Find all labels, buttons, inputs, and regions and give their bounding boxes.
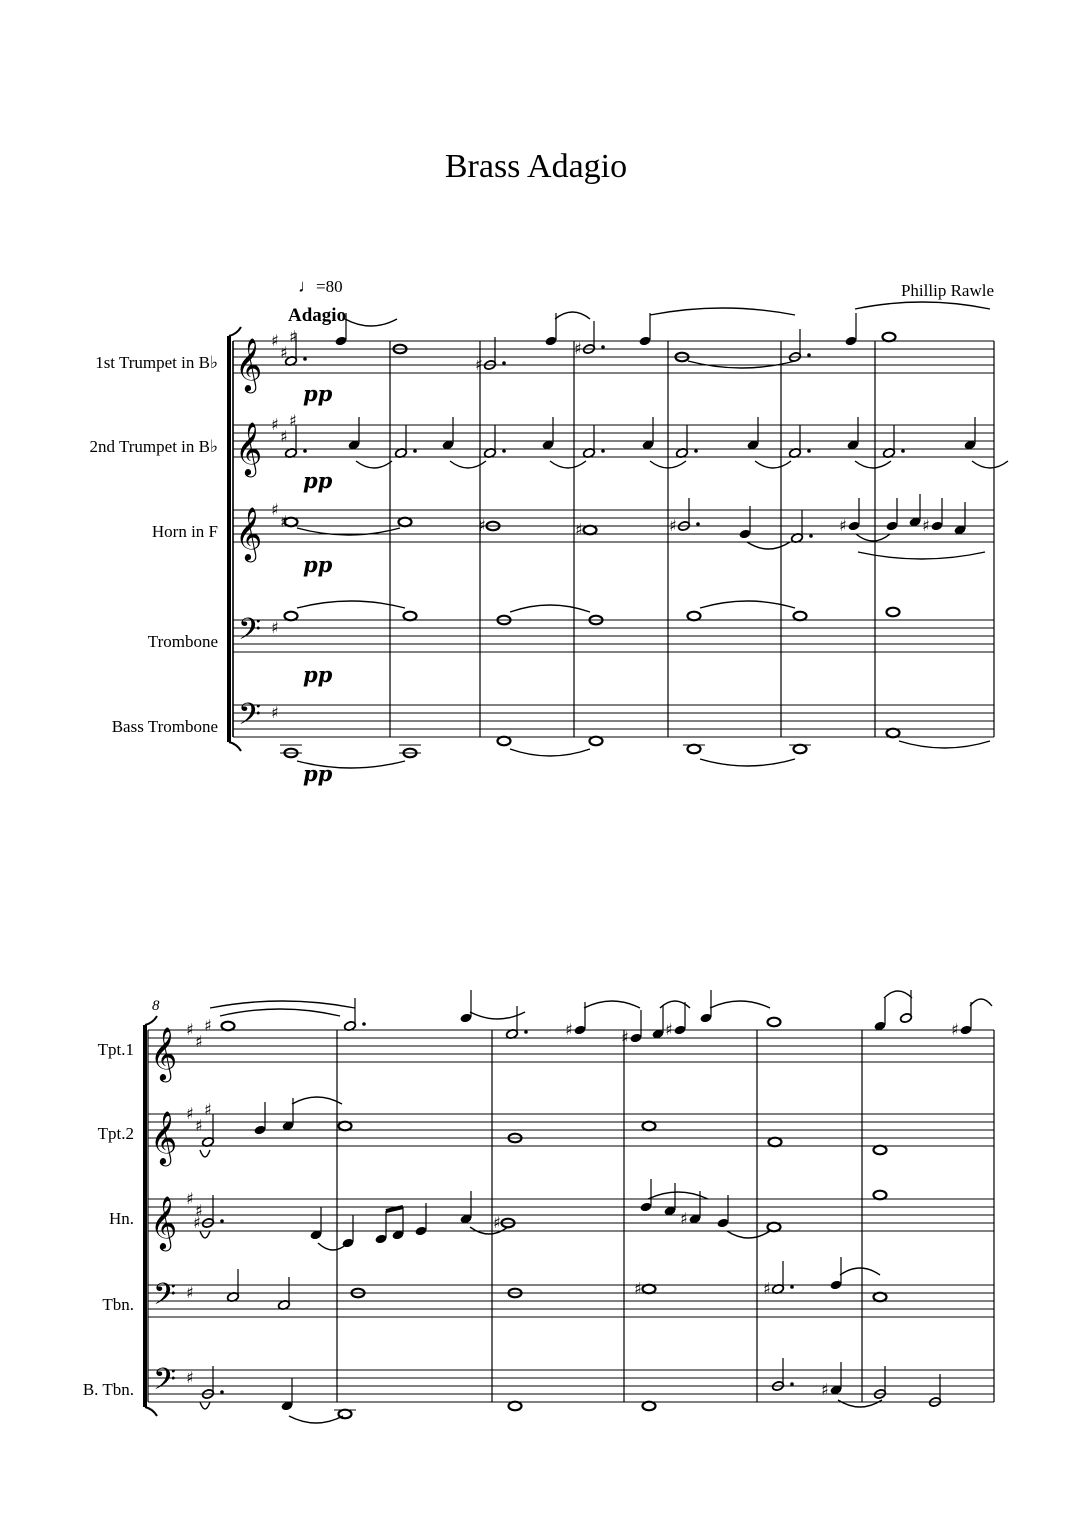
treble-clef-icon: 𝄞 bbox=[235, 506, 263, 560]
whole-note bbox=[498, 737, 511, 746]
whole-note bbox=[794, 612, 807, 621]
augmentation-dot bbox=[696, 522, 700, 526]
slur bbox=[648, 1192, 708, 1199]
key-signature-sharp: ♯ bbox=[186, 1189, 194, 1208]
whole-note bbox=[399, 518, 412, 527]
key-signature-sharp: ♯ bbox=[186, 1020, 194, 1039]
key-signature-sharp: ♯ bbox=[271, 415, 279, 434]
bass-clef-icon: 𝄢 bbox=[153, 1278, 177, 1319]
whole-note bbox=[643, 1122, 656, 1131]
sharp-accidental: ♯ bbox=[922, 516, 930, 535]
instrument-name-bass-trombone: Bass Trombone bbox=[111, 717, 218, 736]
dynamic-mark: pp bbox=[303, 662, 333, 687]
system-bracket-bottom bbox=[145, 1407, 157, 1416]
slur bbox=[220, 1009, 340, 1016]
whole-note bbox=[590, 737, 603, 746]
key-signature-sharp: ♯ bbox=[289, 327, 297, 346]
whole-note bbox=[339, 1410, 352, 1419]
slur bbox=[200, 1150, 210, 1157]
instrument-name-trumpet-2: 2nd Trumpet in B♭ bbox=[89, 437, 218, 456]
treble-clef-icon: 𝄞 bbox=[150, 1195, 178, 1249]
augmentation-dot bbox=[807, 353, 811, 357]
augmentation-dot bbox=[807, 449, 811, 453]
whole-note bbox=[887, 729, 900, 738]
sharp-accidental: ♯ bbox=[574, 339, 582, 358]
slur bbox=[650, 308, 795, 315]
slur bbox=[510, 749, 590, 756]
augmentation-dot bbox=[790, 1285, 794, 1289]
treble-clef-icon: 𝄞 bbox=[235, 421, 263, 475]
augmentation-dot bbox=[524, 1030, 528, 1034]
slur bbox=[884, 991, 912, 998]
slur bbox=[584, 1001, 640, 1008]
whole-note bbox=[688, 612, 701, 621]
augmentation-dot bbox=[303, 357, 307, 361]
key-signature-sharp: ♯ bbox=[195, 1201, 203, 1220]
sharp-accidental: ♯ bbox=[565, 1020, 573, 1039]
dynamic-mark: pp bbox=[303, 381, 333, 406]
instrument-name-trumpet-1: 1st Trumpet in B♭ bbox=[95, 353, 218, 372]
sharp-accidental: ♯ bbox=[193, 1213, 201, 1232]
sharp-accidental: ♯ bbox=[951, 1020, 959, 1039]
slur bbox=[856, 534, 890, 541]
dynamic-mark: pp bbox=[303, 468, 333, 493]
instrument-short-trumpet-1: Tpt.1 bbox=[97, 1040, 134, 1059]
key-signature-sharp: ♯ bbox=[271, 618, 279, 637]
key-signature-sharp: ♯ bbox=[280, 512, 288, 531]
key-signature-sharp: ♯ bbox=[186, 1283, 194, 1302]
sharp-accidental: ♯ bbox=[839, 516, 847, 535]
augmentation-dot bbox=[220, 1219, 224, 1223]
key-signature-sharp: ♯ bbox=[195, 1116, 203, 1135]
augmentation-dot bbox=[901, 449, 905, 453]
system-bracket-bottom bbox=[229, 742, 241, 751]
key-signature-sharp: ♯ bbox=[271, 331, 279, 350]
whole-note bbox=[874, 1191, 887, 1200]
sharp-accidental: ♯ bbox=[821, 1380, 829, 1399]
instrument-short-trombone: Tbn. bbox=[102, 1295, 134, 1314]
slur bbox=[727, 1231, 770, 1238]
tempo-bpm: =80 bbox=[316, 277, 343, 296]
slur bbox=[838, 1400, 882, 1407]
dynamic-mark: pp bbox=[303, 552, 333, 577]
beam bbox=[386, 1207, 403, 1211]
whole-note bbox=[768, 1018, 781, 1027]
augmentation-dot bbox=[790, 1382, 794, 1386]
slur bbox=[356, 461, 392, 468]
whole-note bbox=[222, 1022, 235, 1031]
whole-note bbox=[887, 608, 900, 617]
key-signature-sharp: ♯ bbox=[186, 1368, 194, 1387]
quarter-note-icon: ♩ bbox=[298, 276, 316, 296]
slur bbox=[855, 461, 891, 468]
sharp-accidental: ♯ bbox=[475, 355, 483, 374]
sharp-accidental: ♯ bbox=[763, 1279, 771, 1298]
key-signature-sharp: ♯ bbox=[195, 1032, 203, 1051]
slur bbox=[510, 605, 590, 612]
system-bracket-top bbox=[229, 327, 241, 336]
sharp-accidental: ♯ bbox=[493, 1213, 501, 1232]
key-signature-sharp: ♯ bbox=[271, 500, 279, 519]
slur bbox=[970, 999, 992, 1006]
composer-name: Phillip Rawle bbox=[900, 281, 994, 300]
augmentation-dot bbox=[303, 449, 307, 453]
key-signature-sharp: ♯ bbox=[289, 411, 297, 430]
sharp-accidental: ♯ bbox=[665, 1020, 673, 1039]
whole-note bbox=[769, 1138, 782, 1147]
slur bbox=[855, 302, 990, 309]
slur bbox=[710, 1001, 770, 1008]
treble-clef-icon: 𝄞 bbox=[150, 1110, 178, 1164]
whole-note bbox=[768, 1223, 781, 1232]
augmentation-dot bbox=[502, 361, 506, 365]
slur bbox=[289, 1416, 343, 1423]
slur bbox=[755, 461, 791, 468]
key-signature-sharp: ♯ bbox=[186, 1104, 194, 1123]
augmentation-dot bbox=[502, 449, 506, 453]
dynamic-mark: pp bbox=[303, 761, 333, 786]
augmentation-dot bbox=[809, 534, 813, 538]
slur bbox=[292, 1097, 342, 1104]
sharp-accidental: ♯ bbox=[634, 1279, 642, 1298]
slur bbox=[858, 552, 985, 559]
whole-note bbox=[874, 1146, 887, 1155]
sharp-accidental: ♯ bbox=[575, 520, 583, 539]
slur bbox=[700, 759, 795, 766]
sharp-accidental: ♯ bbox=[478, 516, 486, 535]
whole-note bbox=[688, 745, 701, 754]
key-signature-sharp: ♯ bbox=[204, 1100, 212, 1119]
key-signature-sharp: ♯ bbox=[204, 1016, 212, 1035]
slur bbox=[747, 542, 790, 549]
slur bbox=[840, 1268, 880, 1275]
whole-note bbox=[285, 612, 298, 621]
slur bbox=[972, 461, 1008, 468]
slur bbox=[899, 741, 990, 748]
key-signature-sharp: ♯ bbox=[280, 427, 288, 446]
whole-note bbox=[643, 1285, 656, 1294]
system-bracket-top bbox=[145, 1016, 157, 1025]
sharp-accidental: ♯ bbox=[669, 516, 677, 535]
instrument-short-horn: Hn. bbox=[108, 1209, 134, 1228]
augmentation-dot bbox=[413, 449, 417, 453]
instrument-short-trumpet-2: Tpt.2 bbox=[97, 1124, 134, 1143]
slur bbox=[200, 1231, 210, 1238]
slur bbox=[200, 1402, 210, 1409]
treble-clef-icon: 𝄞 bbox=[150, 1026, 178, 1080]
sharp-accidental: ♯ bbox=[621, 1028, 629, 1047]
measure-number: 8 bbox=[152, 998, 160, 1014]
augmentation-dot bbox=[362, 1022, 366, 1026]
tempo-word: Adagio bbox=[288, 305, 347, 326]
sharp-accidental: ♯ bbox=[680, 1209, 688, 1228]
slur bbox=[210, 1001, 355, 1008]
augmentation-dot bbox=[601, 345, 605, 349]
slur bbox=[555, 312, 590, 319]
instrument-name-horn: Horn in F bbox=[151, 522, 218, 541]
whole-note bbox=[794, 745, 807, 754]
whole-note bbox=[874, 1293, 887, 1302]
whole-note bbox=[883, 333, 896, 342]
whole-note bbox=[643, 1402, 656, 1411]
whole-note bbox=[339, 1122, 352, 1131]
score-title: Brass Adagio bbox=[444, 148, 628, 185]
slur bbox=[345, 319, 397, 326]
bass-clef-icon: 𝄢 bbox=[238, 613, 262, 654]
instrument-short-bass-trombone: B. Tbn. bbox=[82, 1380, 134, 1399]
key-signature-sharp: ♯ bbox=[271, 703, 279, 722]
augmentation-dot bbox=[220, 1390, 224, 1394]
slur bbox=[550, 461, 586, 468]
whole-note bbox=[584, 526, 597, 535]
augmentation-dot bbox=[694, 449, 698, 453]
key-signature-sharp: ♯ bbox=[280, 343, 288, 362]
bass-clef-icon: 𝄢 bbox=[153, 1363, 177, 1404]
augmentation-dot bbox=[601, 449, 605, 453]
slur bbox=[297, 601, 405, 608]
treble-clef-icon: 𝄞 bbox=[235, 337, 263, 391]
whole-note bbox=[404, 612, 417, 621]
bass-clef-icon: 𝄢 bbox=[238, 698, 262, 739]
instrument-name-trombone: Trombone bbox=[147, 632, 218, 651]
whole-note bbox=[509, 1402, 522, 1411]
